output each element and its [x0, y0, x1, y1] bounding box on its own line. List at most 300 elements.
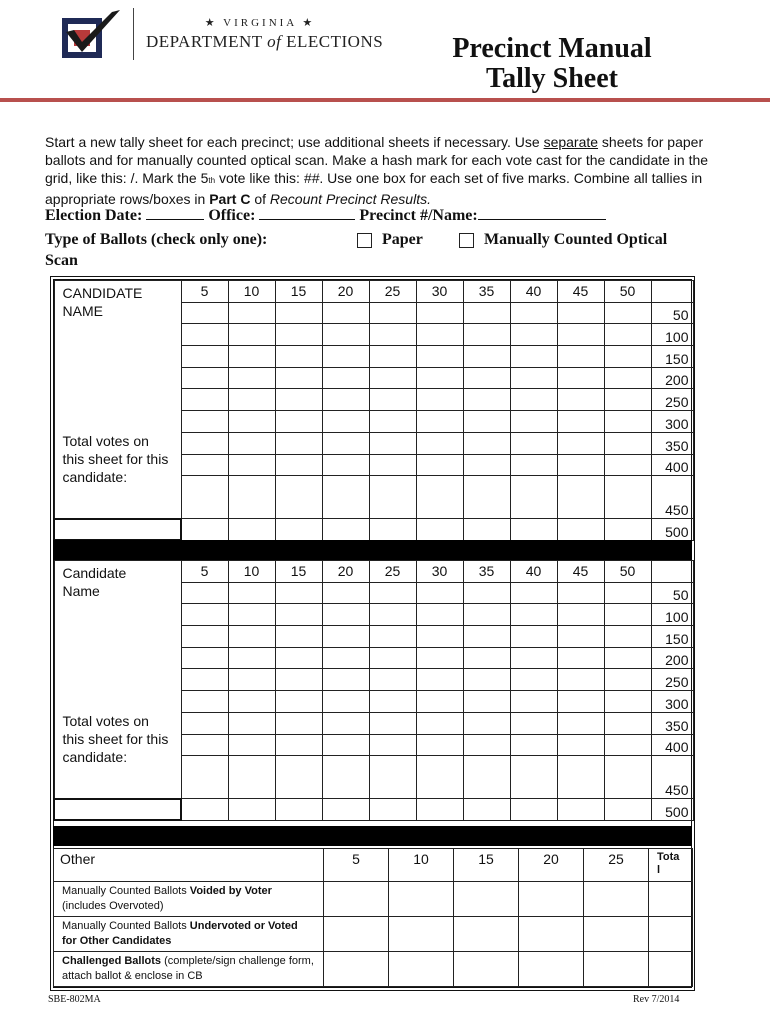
other-row [54, 952, 693, 987]
tally-box[interactable] [416, 432, 463, 454]
other-tally-box[interactable] [584, 917, 649, 952]
tally-box[interactable] [416, 756, 463, 799]
tally-box[interactable] [275, 519, 322, 541]
tally-box[interactable] [557, 411, 604, 433]
candidate-tally-grid-2 [53, 560, 694, 821]
tally-box[interactable] [275, 346, 322, 368]
tally-box[interactable] [463, 734, 510, 756]
tally-box[interactable] [604, 756, 651, 799]
tally-box[interactable] [275, 669, 322, 691]
tally-box[interactable] [275, 582, 322, 604]
tally-box[interactable] [181, 302, 228, 324]
tally-box[interactable] [604, 626, 651, 648]
election-fields-row [45, 206, 745, 225]
tally-box[interactable] [557, 691, 604, 713]
other-column-header: 15 [454, 849, 519, 882]
tally-box[interactable] [369, 582, 416, 604]
tally-box[interactable] [181, 367, 228, 389]
other-tally-box[interactable] [584, 952, 649, 987]
tally-box[interactable] [604, 324, 651, 346]
tally-box[interactable] [181, 647, 228, 669]
tally-box[interactable] [181, 389, 228, 411]
other-label: Other [54, 849, 324, 882]
tally-box[interactable] [463, 302, 510, 324]
other-tally-box[interactable] [584, 882, 649, 917]
tally-box[interactable] [275, 454, 322, 476]
ballot-type-label: Type of Ballots (check only one): [45, 231, 268, 248]
tally-box[interactable] [510, 582, 557, 604]
tally-box[interactable] [604, 799, 651, 821]
row-total-label: 250 [651, 669, 693, 691]
tally-column-header: 35 [463, 281, 510, 303]
row-total-label: 200 [651, 367, 693, 389]
tally-box[interactable] [369, 669, 416, 691]
tally-box[interactable] [604, 454, 651, 476]
tally-header-row [54, 561, 693, 583]
tally-column-header: 15 [275, 281, 322, 303]
header-rule [0, 98, 770, 102]
tally-box[interactable] [228, 367, 275, 389]
tally-box[interactable] [369, 626, 416, 648]
tally-box[interactable] [369, 302, 416, 324]
precinct-field[interactable] [478, 206, 606, 220]
row-total-label: 100 [651, 324, 693, 346]
tally-box[interactable] [463, 411, 510, 433]
tally-box[interactable] [557, 626, 604, 648]
total-votes-label: Total votes on this sheet for this candidate: [62, 713, 169, 765]
tally-box[interactable] [322, 476, 369, 519]
tally-box[interactable] [463, 519, 510, 541]
tally-box[interactable] [463, 756, 510, 799]
tally-box[interactable] [369, 367, 416, 389]
tally-box[interactable] [510, 476, 557, 519]
tally-box[interactable] [510, 734, 557, 756]
form-id: SBE-802MA [48, 994, 101, 1005]
tally-box[interactable] [181, 712, 228, 734]
tally-box[interactable] [322, 691, 369, 713]
total-votes-label: Total votes on this sheet for this candidate: [62, 433, 169, 485]
tally-box[interactable] [604, 669, 651, 691]
other-total-box[interactable] [649, 882, 693, 917]
tally-box[interactable] [463, 476, 510, 519]
tally-box[interactable] [416, 346, 463, 368]
tally-box[interactable] [228, 712, 275, 734]
tally-box[interactable] [228, 669, 275, 691]
tally-box[interactable] [322, 411, 369, 433]
tally-box[interactable] [463, 367, 510, 389]
tally-box[interactable] [557, 669, 604, 691]
tally-box[interactable] [604, 734, 651, 756]
optical-scan-label: Manually Counted Optical [484, 231, 668, 248]
tally-box[interactable] [228, 756, 275, 799]
tally-box[interactable] [181, 799, 228, 821]
tally-box[interactable] [557, 582, 604, 604]
tally-box[interactable] [181, 691, 228, 713]
tally-box[interactable] [228, 604, 275, 626]
tally-box[interactable] [510, 432, 557, 454]
row-total-label: 300 [651, 411, 693, 433]
tally-box[interactable] [510, 604, 557, 626]
tally-box[interactable] [510, 799, 557, 821]
tally-box[interactable] [604, 519, 651, 541]
tally-box[interactable] [463, 582, 510, 604]
tally-box[interactable] [369, 346, 416, 368]
tally-box[interactable] [416, 691, 463, 713]
tally-box[interactable] [557, 799, 604, 821]
tally-box[interactable] [275, 712, 322, 734]
other-tally-box[interactable] [519, 882, 584, 917]
tally-box[interactable] [463, 324, 510, 346]
virginia-elections-logo [60, 8, 122, 60]
row-total-label: 450 [651, 756, 693, 799]
tally-box[interactable] [181, 346, 228, 368]
other-tally-box[interactable] [389, 882, 454, 917]
tally-box[interactable] [181, 604, 228, 626]
tally-box[interactable] [322, 604, 369, 626]
candidate-name-label: Candidate [62, 565, 127, 581]
tally-column-header: 45 [557, 561, 604, 583]
tally-box[interactable] [557, 324, 604, 346]
tally-box[interactable] [604, 432, 651, 454]
tally-column-header: 5 [181, 561, 228, 583]
tally-column-header: 15 [275, 561, 322, 583]
tally-box[interactable] [463, 712, 510, 734]
tally-box[interactable] [228, 582, 275, 604]
tally-box[interactable] [557, 367, 604, 389]
tally-box[interactable] [322, 346, 369, 368]
tally-box[interactable] [369, 324, 416, 346]
section-separator-bar [53, 826, 692, 846]
tally-box[interactable] [604, 691, 651, 713]
tally-box[interactable] [510, 669, 557, 691]
tally-box[interactable] [322, 669, 369, 691]
tally-box[interactable] [275, 604, 322, 626]
other-tally-box[interactable] [389, 917, 454, 952]
other-tally-box[interactable] [454, 882, 519, 917]
tally-box[interactable] [416, 669, 463, 691]
tally-column-header: 30 [416, 281, 463, 303]
tally-box[interactable] [369, 519, 416, 541]
row-total-label: 350 [651, 432, 693, 454]
tally-box[interactable] [369, 411, 416, 433]
tally-box[interactable] [416, 604, 463, 626]
tally-box[interactable] [322, 582, 369, 604]
tally-box[interactable] [604, 712, 651, 734]
tally-box[interactable] [416, 626, 463, 648]
total-votes-entry-box[interactable] [54, 799, 181, 821]
candidate-name-label: CANDIDATE [62, 285, 143, 301]
tally-box[interactable] [604, 647, 651, 669]
tally-box[interactable] [463, 454, 510, 476]
tally-box[interactable] [181, 324, 228, 346]
other-tally-box[interactable] [324, 882, 389, 917]
tally-box[interactable] [181, 432, 228, 454]
tally-box[interactable] [604, 604, 651, 626]
tally-box[interactable] [369, 432, 416, 454]
tally-box[interactable] [228, 476, 275, 519]
tally-box[interactable] [557, 604, 604, 626]
row-total-label: 500 [651, 799, 693, 821]
agency-name: DEPARTMENT of ELECTIONS [146, 32, 384, 51]
tally-box[interactable] [416, 324, 463, 346]
tally-box[interactable] [557, 712, 604, 734]
tally-box[interactable] [228, 647, 275, 669]
tally-box[interactable] [275, 626, 322, 648]
tally-box[interactable] [369, 691, 416, 713]
optical-scan-checkbox[interactable] [459, 233, 474, 248]
row-total-header [651, 561, 693, 583]
tally-box[interactable] [322, 647, 369, 669]
row-total-label: 150 [651, 626, 693, 648]
tally-box[interactable] [275, 367, 322, 389]
tally-box[interactable] [463, 604, 510, 626]
tally-box[interactable] [275, 691, 322, 713]
row-total-label: 400 [651, 734, 693, 756]
tally-box[interactable] [463, 346, 510, 368]
tally-box[interactable] [416, 519, 463, 541]
tally-box[interactable] [557, 519, 604, 541]
office-label: Office: [208, 207, 256, 224]
total-entry-row [54, 519, 693, 541]
tally-box[interactable] [557, 734, 604, 756]
tally-box[interactable] [275, 799, 322, 821]
tally-box[interactable] [510, 626, 557, 648]
tally-box[interactable] [510, 411, 557, 433]
tally-box[interactable] [228, 454, 275, 476]
other-ballots-table [53, 848, 693, 987]
tally-box[interactable] [228, 302, 275, 324]
tally-box[interactable] [463, 626, 510, 648]
tally-box[interactable] [604, 389, 651, 411]
tally-box[interactable] [604, 411, 651, 433]
tally-box[interactable] [228, 389, 275, 411]
other-column-header: 5 [324, 849, 389, 882]
tally-box[interactable] [275, 756, 322, 799]
tally-box[interactable] [557, 302, 604, 324]
tally-box[interactable] [322, 324, 369, 346]
other-tally-box[interactable] [454, 917, 519, 952]
tally-box[interactable] [557, 454, 604, 476]
other-row-bold-text: Undervoted or Voted for Other Candidates [62, 920, 298, 947]
tally-box[interactable] [416, 476, 463, 519]
tally-box[interactable] [181, 476, 228, 519]
tally-box[interactable] [510, 302, 557, 324]
row-total-label: 350 [651, 712, 693, 734]
other-tally-box[interactable] [519, 952, 584, 987]
tally-box[interactable] [416, 712, 463, 734]
revision-label: Rev 7/2014 [633, 994, 680, 1005]
tally-column-header: 35 [463, 561, 510, 583]
other-tally-box[interactable] [324, 917, 389, 952]
tally-box[interactable] [510, 454, 557, 476]
tally-box[interactable] [463, 432, 510, 454]
other-tally-box[interactable] [519, 917, 584, 952]
tally-box[interactable] [557, 756, 604, 799]
row-total-label: 250 [651, 389, 693, 411]
tally-box[interactable] [322, 367, 369, 389]
tally-box[interactable] [322, 389, 369, 411]
tally-column-header: 20 [322, 281, 369, 303]
tally-box[interactable] [322, 626, 369, 648]
tally-box[interactable] [275, 389, 322, 411]
tally-box[interactable] [416, 734, 463, 756]
tally-box[interactable] [228, 799, 275, 821]
office-field[interactable] [259, 206, 355, 220]
tally-box[interactable] [369, 756, 416, 799]
tally-box[interactable] [228, 626, 275, 648]
other-row [54, 917, 693, 952]
tally-box[interactable] [416, 389, 463, 411]
tally-box[interactable] [181, 756, 228, 799]
tally-box[interactable] [463, 799, 510, 821]
tally-box[interactable] [275, 432, 322, 454]
other-row [54, 882, 693, 917]
tally-box[interactable] [416, 454, 463, 476]
tally-box[interactable] [275, 302, 322, 324]
tally-column-header: 5 [181, 281, 228, 303]
tally-box[interactable] [510, 691, 557, 713]
tally-box[interactable] [322, 712, 369, 734]
tally-box[interactable] [604, 476, 651, 519]
tally-box[interactable] [416, 367, 463, 389]
tally-box[interactable] [557, 346, 604, 368]
tally-box[interactable] [463, 669, 510, 691]
other-column-header: 10 [389, 849, 454, 882]
instructions-paragraph: Start a new tally sheet for each precinct; use additional sheets if necessary. Use separate sheets for paper ballots and for manually counted optical scan. Make a hash mark for each vote cast for the candidate in the grid, like this: /. Mark the 5th vote like this: ##. Use one box for each set of five marks. Combine all tallies in appropriate rows/boxes in Part C of Recount Precinct Results. [45, 134, 709, 207]
tally-box[interactable] [322, 302, 369, 324]
tally-box[interactable] [416, 302, 463, 324]
tally-header-row [54, 281, 693, 303]
tally-box[interactable] [416, 647, 463, 669]
other-tally-box[interactable] [324, 952, 389, 987]
tally-box[interactable] [557, 476, 604, 519]
tally-column-header: 40 [510, 561, 557, 583]
tally-box[interactable] [228, 691, 275, 713]
other-row-text: (complete/sign challenge form, attach ballot & enclose in CB [62, 955, 314, 982]
tally-box[interactable] [369, 712, 416, 734]
tally-box[interactable] [557, 432, 604, 454]
tally-box[interactable] [369, 647, 416, 669]
tally-box[interactable] [181, 626, 228, 648]
tally-box[interactable] [369, 734, 416, 756]
candidate-name-cell[interactable] [54, 561, 181, 799]
tally-box[interactable] [181, 734, 228, 756]
tally-column-header: 45 [557, 281, 604, 303]
tally-box[interactable] [228, 519, 275, 541]
other-row-label [54, 952, 324, 987]
row-total-label: 150 [651, 346, 693, 368]
other-row-text: Manually Counted Ballots [62, 920, 190, 932]
other-row-bold-text: Challenged Ballots [62, 955, 162, 967]
tally-box[interactable] [322, 432, 369, 454]
tally-box[interactable] [369, 389, 416, 411]
tally-box[interactable] [604, 582, 651, 604]
tally-box[interactable] [557, 647, 604, 669]
tally-box[interactable] [369, 454, 416, 476]
tally-box[interactable] [181, 454, 228, 476]
other-total-box[interactable] [649, 917, 693, 952]
tally-box[interactable] [275, 324, 322, 346]
candidate-name-cell[interactable] [54, 281, 181, 519]
tally-box[interactable] [510, 324, 557, 346]
row-total-label: 450 [651, 476, 693, 519]
tally-box[interactable] [275, 411, 322, 433]
total-votes-entry-box[interactable] [54, 519, 181, 541]
tally-box[interactable] [463, 691, 510, 713]
tally-box[interactable] [369, 476, 416, 519]
tally-column-header: 10 [228, 561, 275, 583]
tally-box[interactable] [322, 519, 369, 541]
row-total-header [651, 281, 693, 303]
tally-box[interactable] [322, 799, 369, 821]
total-entry-row [54, 799, 693, 821]
tally-box[interactable] [463, 389, 510, 411]
tally-column-header: 20 [322, 561, 369, 583]
tally-box[interactable] [510, 367, 557, 389]
tally-box[interactable] [604, 302, 651, 324]
tally-box[interactable] [510, 519, 557, 541]
tally-box[interactable] [510, 756, 557, 799]
tally-box[interactable] [275, 734, 322, 756]
tally-box[interactable] [181, 519, 228, 541]
election-date-field[interactable] [146, 206, 204, 220]
tally-box[interactable] [416, 799, 463, 821]
tally-box[interactable] [604, 346, 651, 368]
tally-box[interactable] [463, 647, 510, 669]
tally-box[interactable] [181, 582, 228, 604]
tally-box[interactable] [369, 604, 416, 626]
tally-box[interactable] [228, 411, 275, 433]
tally-box[interactable] [181, 669, 228, 691]
candidate-tally-grid-1 [53, 280, 694, 541]
other-row-text: (includes Overvoted) [62, 900, 164, 912]
optical-scan-label-continued: Scan [45, 252, 78, 269]
other-column-header: 20 [519, 849, 584, 882]
tally-box[interactable] [510, 712, 557, 734]
tally-box[interactable] [322, 454, 369, 476]
paper-checkbox[interactable] [357, 233, 372, 248]
other-total-box[interactable] [649, 952, 693, 987]
other-row-bold-text: Voided by Voter [189, 885, 272, 897]
tally-box[interactable] [416, 411, 463, 433]
tally-box[interactable] [228, 324, 275, 346]
tally-box[interactable] [228, 346, 275, 368]
tally-box[interactable] [275, 647, 322, 669]
other-tally-box[interactable] [389, 952, 454, 987]
tally-box[interactable] [322, 756, 369, 799]
row-total-label: 400 [651, 454, 693, 476]
tally-box[interactable] [510, 389, 557, 411]
tally-box[interactable] [181, 411, 228, 433]
tally-column-header: 25 [369, 281, 416, 303]
tally-box[interactable] [510, 346, 557, 368]
tally-box[interactable] [557, 389, 604, 411]
candidate-name-label: Name [62, 583, 100, 599]
precinct-label: Precinct #/Name: [359, 207, 478, 224]
tally-column-header: 50 [604, 561, 651, 583]
tally-box[interactable] [322, 734, 369, 756]
tally-box[interactable] [510, 647, 557, 669]
tally-box[interactable] [416, 582, 463, 604]
row-total-label: 200 [651, 647, 693, 669]
tally-box[interactable] [228, 432, 275, 454]
other-tally-box[interactable] [454, 952, 519, 987]
logo-divider [133, 8, 134, 60]
tally-box[interactable] [275, 476, 322, 519]
tally-box[interactable] [369, 799, 416, 821]
tally-box[interactable] [228, 734, 275, 756]
tally-box[interactable] [604, 367, 651, 389]
